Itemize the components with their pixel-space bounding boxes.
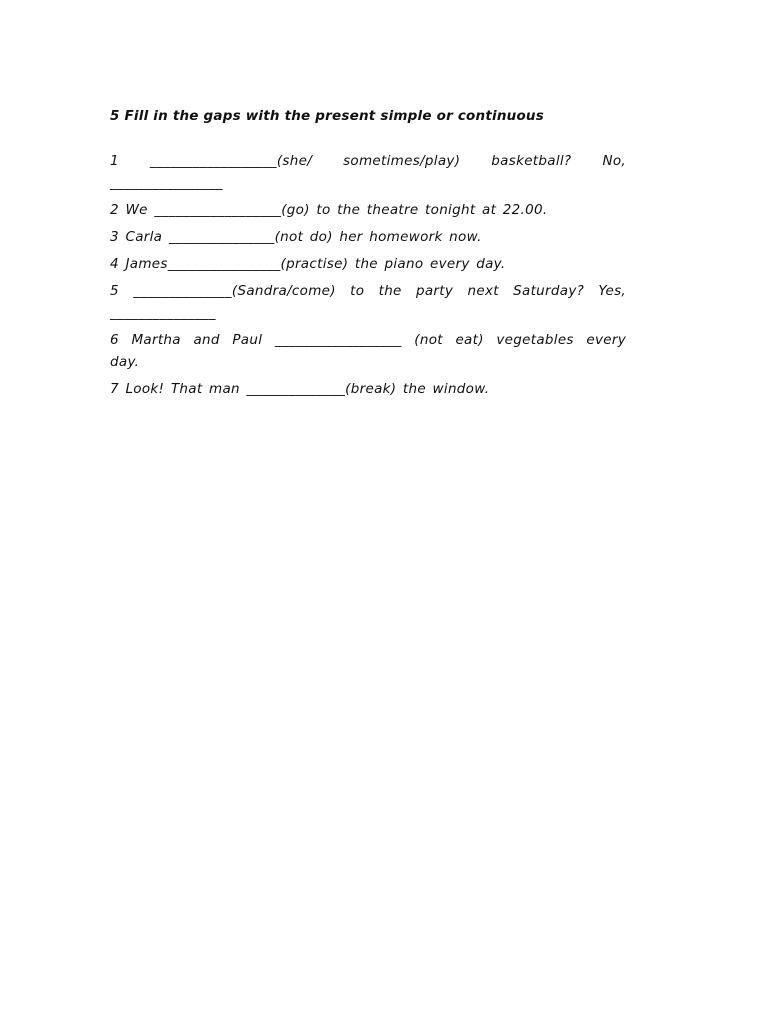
item-5-line-1: 5 ______________(Sandra/come) to the party next Saturday? Yes, — [110, 283, 626, 299]
exercise-item-5 — [110, 280, 626, 324]
exercise-item-3 — [110, 226, 626, 248]
exercise-item-7 — [110, 378, 626, 400]
exercise-item-1 — [110, 150, 626, 194]
exercise-title: 5 Fill in the gaps with the present simple or continuous — [110, 108, 544, 124]
item-2-line-1: 2 We __________________(go) to the theatre tonight at 22.00. — [110, 202, 548, 218]
exercise-item-6 — [110, 329, 626, 373]
item-7-line-1: 7 Look! That man ______________(break) the window. — [110, 381, 490, 397]
item-3-line-1: 3 Carla _______________(not do) her homework now. — [110, 229, 482, 245]
item-6-line-1: 6 Martha and Paul __________________ (not eat) vegetables every — [110, 332, 626, 348]
item-5-line-2: _______________ — [110, 305, 216, 321]
exercise-item-2 — [110, 199, 626, 221]
item-6-line-2: day. — [110, 354, 140, 370]
exercise-item-4 — [110, 253, 626, 275]
item-1-line-2: ________________ — [110, 175, 223, 191]
item-4-line-1: 4 James________________(practise) the piano every day. — [110, 256, 506, 272]
item-1-line-1: 1 __________________(she/ sometimes/play) basketball? No, — [110, 153, 626, 169]
worksheet — [110, 108, 626, 405]
